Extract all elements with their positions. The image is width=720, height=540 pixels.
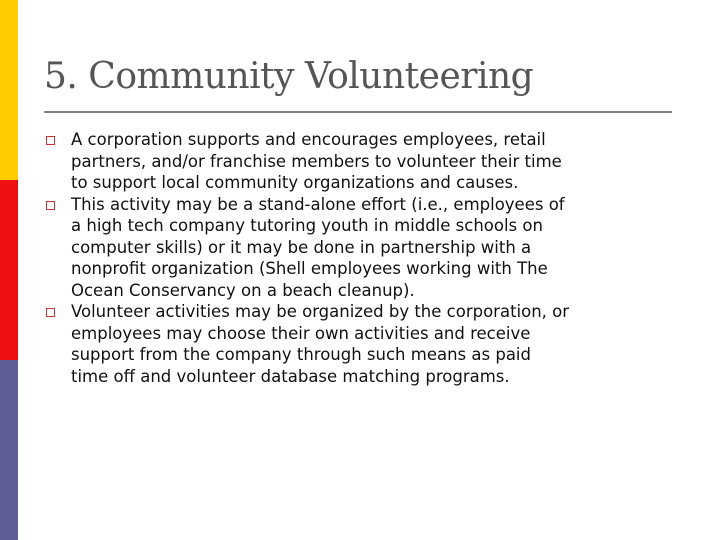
side-bar-red — [0, 180, 18, 360]
bullet-text: A corporation supports and encourages employees, retail partners, and/or franchise members to volunteer their time to support local community organizations and causes. — [71, 130, 562, 192]
side-bar-purple — [0, 360, 18, 540]
hollow-square-bullet-icon — [46, 136, 55, 145]
bullet-text: This activity may be a stand-alone effort (i.e., employees of a high tech company tutoring youth in middle schools on computer skills) or it may be done in partnership with a nonprofit organization (Shell employees working with The Ocean Conservancy on a beach cleanup). — [71, 194, 565, 300]
bullet-text: Volunteer activities may be organized by the corporation, or employees may choose their own activities and receive support from the company through such means as paid time off and volunteer database matching programs. — [71, 302, 570, 386]
hollow-square-bullet-icon — [46, 201, 55, 210]
bullet-item — [44, 301, 684, 387]
slide-title: 5. Community Volunteering — [44, 56, 534, 97]
hollow-square-bullet-icon — [46, 308, 55, 317]
bullet-list — [44, 129, 684, 387]
title-divider — [44, 111, 672, 113]
bullet-item — [44, 194, 684, 302]
side-bar-yellow — [0, 0, 18, 180]
bullet-item — [44, 129, 684, 194]
